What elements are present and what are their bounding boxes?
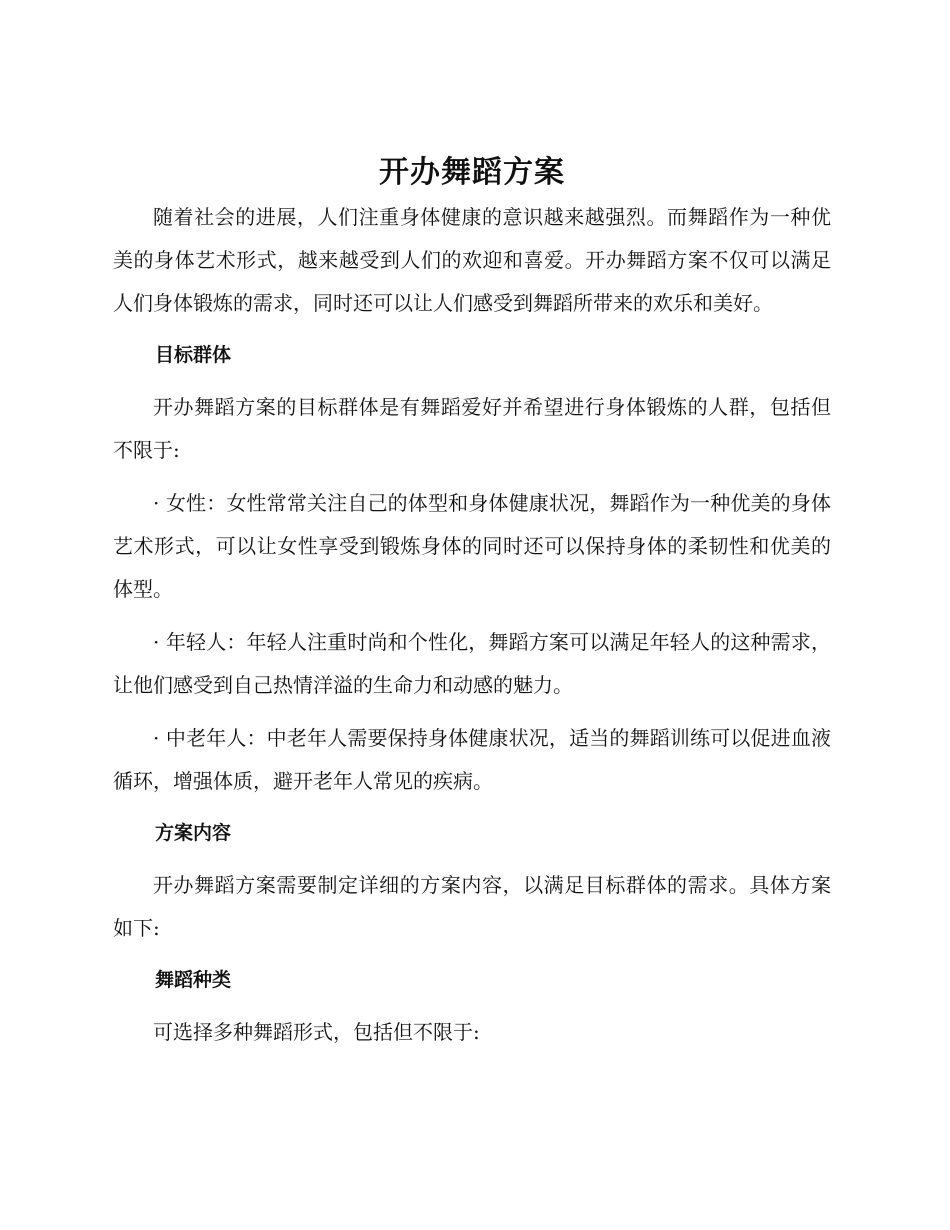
section-heading-target-group: 目标群体 [155, 344, 232, 366]
section-heading-dance-types: 舞蹈种类 [155, 969, 232, 991]
section-heading-program-content: 方案内容 [155, 822, 232, 844]
program-content-intro: 开办舞蹈方案需要制定详细的方案内容，以满足目标群体的需求。具体方案如下: [113, 873, 831, 940]
target-item-young-people: · 年轻人：年轻人注重时尚和个性化，舞蹈方案可以满足年轻人的这种需求，让他们感受到自己热情洋溢的生命力和动感的魅力。 [113, 630, 831, 697]
target-group-intro: 开办舞蹈方案的目标群体是有舞蹈爱好并希望进行身体锻炼的人群，包括但不限于: [113, 395, 831, 462]
dance-types-intro: 可选择多种舞蹈形式，包括但不限于: [153, 1020, 480, 1044]
document-title: 开办舞蹈方案 [379, 155, 565, 190]
target-item-elderly: · 中老年人：中老年人需要保持身体健康状况，适当的舞蹈训练可以促进血液循环，增强体质，避开老年人常见的疾病。 [113, 726, 831, 793]
intro-paragraph: 随着社会的进展，人们注重身体健康的意识越来越强烈。而舞蹈作为一种优美的身体艺术形式，越来越受到人们的欢迎和喜爱。开办舞蹈方案不仅可以满足人们身体锻炼的需求，同时还可以让人们感受到舞蹈所带来的欢乐和美好。 [113, 205, 831, 315]
target-item-women: · 女性：女性常常关注自己的体型和身体健康状况，舞蹈作为一种优美的身体艺术形式，可以让女性享受到锻炼身体的同时还可以保持身体的柔韧性和优美的体型。 [113, 491, 831, 601]
document-page [113, 150, 831, 1054]
